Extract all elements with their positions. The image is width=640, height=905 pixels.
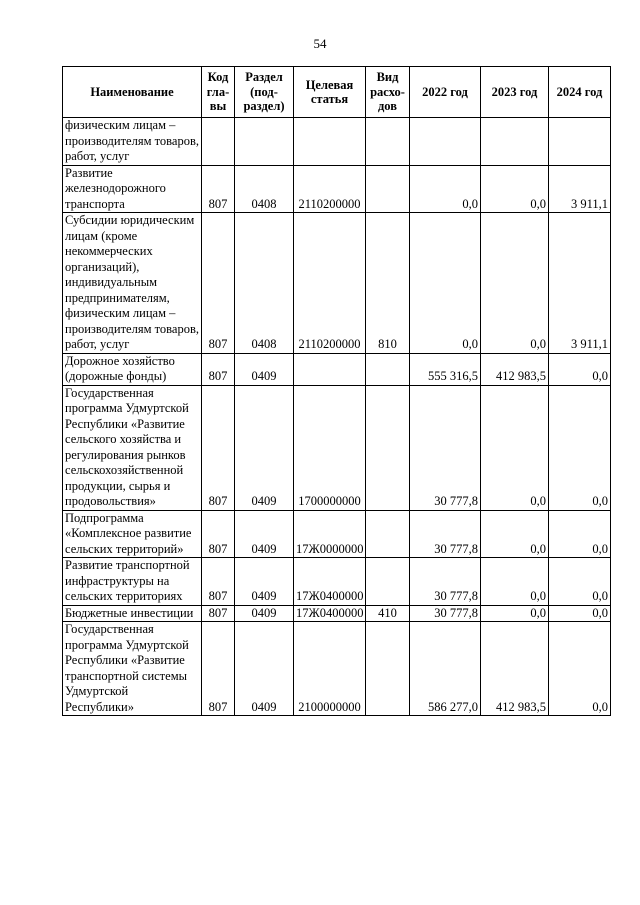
row-2023: 0,0 [481,213,549,354]
header-name: Наименование [63,67,202,118]
table-row [63,605,611,622]
row-2024: 0,0 [549,510,611,558]
row-2024: 3 911,1 [549,213,611,354]
row-2022: 30 777,8 [410,510,481,558]
budget-table [62,66,611,716]
row-name: Субсидии юридическим лицам (кроме некоммерческих организаций), индивидуальным предпринимателям, физическим лицам – производителям товаров, работ, услуг [63,213,202,354]
row-name: Бюджетные инвестиции [63,605,202,622]
row-code: 807 [202,353,235,385]
header-2022: 2022 год [410,67,481,118]
row-target: 17Ж0400000 [294,558,366,606]
table-row [63,510,611,558]
row-2022: 586 277,0 [410,622,481,716]
row-name: Подпрограмма «Комплексное развитие сельских территорий» [63,510,202,558]
row-2023: 0,0 [481,605,549,622]
page-number: 54 [313,36,327,51]
row-2022: 30 777,8 [410,385,481,510]
row-2023: 0,0 [481,165,549,213]
row-2022: 30 777,8 [410,558,481,606]
row-name: Государственная программа Удмуртской Республики «Развитие транспортной системы Удмуртской Республики» [63,622,202,716]
row-2022: 555 316,5 [410,353,481,385]
table-row [63,353,611,385]
row-expense: 410 [366,605,410,622]
row-2024: 0,0 [549,353,611,385]
row-name: Государственная программа Удмуртской Республики «Развитие сельского хозяйства и регулирования рынков сельскохозяйственной продукции, сырья и продовольствия» [63,385,202,510]
table-row [63,213,611,354]
header-expense: Вид расхо-дов [366,67,410,118]
row-2023: 412 983,5 [481,353,549,385]
row-code: 807 [202,385,235,510]
row-2024: 3 911,1 [549,165,611,213]
row-expense: 810 [366,213,410,354]
row-expense [366,622,410,716]
row-2023: 412 983,5 [481,622,549,716]
row-section: 0409 [235,605,294,622]
row-section: 0408 [235,213,294,354]
row-code: 807 [202,622,235,716]
row-expense [366,118,410,166]
row-2022 [410,118,481,166]
row-target: 17Ж0000000 [294,510,366,558]
table-header-row [63,67,611,118]
row-2023 [481,118,549,166]
row-2024 [549,118,611,166]
row-2023: 0,0 [481,558,549,606]
row-expense [366,558,410,606]
row-section: 0408 [235,165,294,213]
header-code: Код гла-вы [202,67,235,118]
table-row [63,385,611,510]
row-code: 807 [202,165,235,213]
row-name: Развитие железнодорожного транспорта [63,165,202,213]
header-section: Раздел (под-раздел) [235,67,294,118]
row-2022: 0,0 [410,213,481,354]
row-name: Дорожное хозяйство (дорожные фонды) [63,353,202,385]
header-2024: 2024 год [549,67,611,118]
row-section: 0409 [235,353,294,385]
row-2023: 0,0 [481,385,549,510]
row-target: 2110200000 [294,213,366,354]
header-target: Целевая статья [294,67,366,118]
row-2024: 0,0 [549,558,611,606]
row-2022: 0,0 [410,165,481,213]
row-target: 2100000000 [294,622,366,716]
row-2022: 30 777,8 [410,605,481,622]
row-code: 807 [202,213,235,354]
row-target: 17Ж0400000 [294,605,366,622]
row-target [294,118,366,166]
row-target [294,353,366,385]
row-code: 807 [202,558,235,606]
row-name: Развитие транспортной инфраструктуры на сельских территориях [63,558,202,606]
row-expense [366,353,410,385]
table-row [63,558,611,606]
row-code [202,118,235,166]
row-expense [366,165,410,213]
header-2023: 2023 год [481,67,549,118]
row-2023: 0,0 [481,510,549,558]
row-expense [366,385,410,510]
row-target: 2110200000 [294,165,366,213]
row-2024: 0,0 [549,385,611,510]
row-section: 0409 [235,510,294,558]
row-expense [366,510,410,558]
row-section [235,118,294,166]
row-code: 807 [202,605,235,622]
row-section: 0409 [235,385,294,510]
table-row [63,622,611,716]
row-2024: 0,0 [549,605,611,622]
row-2024: 0,0 [549,622,611,716]
row-target: 1700000000 [294,385,366,510]
row-name: физическим лицам – производителям товаров, работ, услуг [63,118,202,166]
row-section: 0409 [235,622,294,716]
row-section: 0409 [235,558,294,606]
row-code: 807 [202,510,235,558]
table-row [63,165,611,213]
table-row [63,118,611,166]
